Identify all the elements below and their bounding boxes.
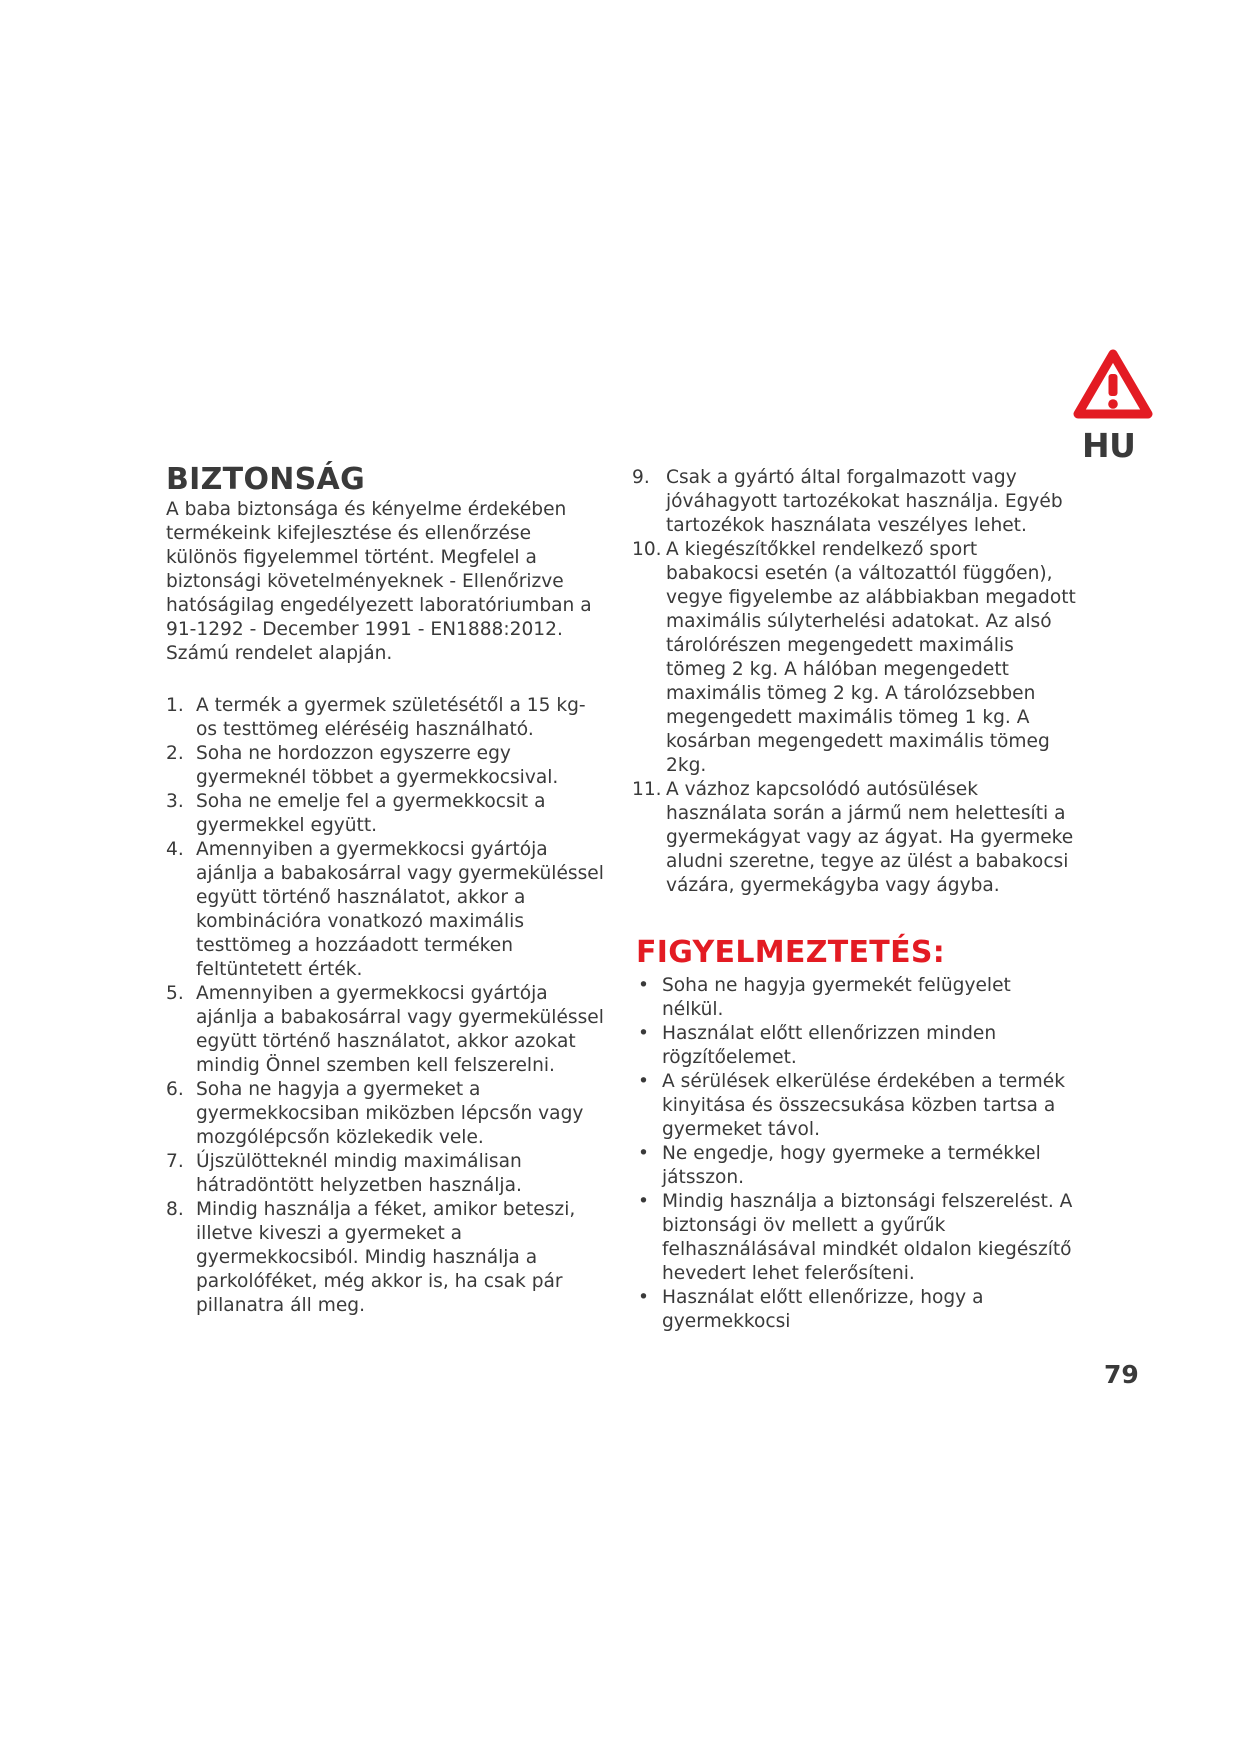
item-number: 8.: [166, 1199, 184, 1220]
bullet: •: [638, 975, 649, 996]
right-column: [632, 466, 1076, 1334]
safety-item: [166, 694, 606, 742]
warning-item: [636, 974, 1076, 1022]
bullet: •: [638, 1071, 649, 1092]
item-number: 1.: [166, 695, 184, 716]
warning-item-text: Használat előtt ellenőrizze, hogy a gyermekkocsi: [662, 1287, 984, 1332]
item-text: Amennyiben a gyermekkocsi gyártója ajánlja a babakosárral vagy gyermeküléssel együtt történő használatot, akkor a kombinációra vonatkozó maximális testtömeg a hozzáadott terméken feltüntetett érték.: [196, 839, 604, 980]
warning-item: [636, 1190, 1076, 1286]
warning-item: [636, 1022, 1076, 1070]
item-number: 6.: [166, 1079, 184, 1100]
page-number: 79: [1104, 1360, 1139, 1389]
warning-list: [636, 974, 1076, 1334]
item-number: 9.: [632, 467, 650, 488]
left-column: [166, 462, 606, 1318]
warning-item: [636, 1286, 1076, 1334]
bullet: •: [638, 1191, 649, 1212]
item-text: Soha ne hagyja a gyermeket a gyermekkocsiban miközben lépcsőn vagy mozgólépcsőn közlekedik vele.: [196, 1079, 584, 1148]
warning-item-text: A sérülések elkerülése érdekében a termék kinyitása és összecsukása közben tartsa a gyermeket távol.: [662, 1071, 1065, 1140]
item-number: 10.: [632, 539, 662, 560]
item-text: Újszülötteknél mindig maximálisan hátradöntött helyzetben használja.: [196, 1151, 522, 1196]
safety-item: [166, 982, 606, 1078]
safety-item: [166, 1198, 606, 1318]
item-number: 5.: [166, 983, 184, 1004]
item-text: A termék a gyermek születésétől a 15 kg-os testtömeg eléréséig használható.: [196, 695, 586, 740]
warning-item-text: Mindig használja a biztonsági felszerelést. A biztonsági öv mellett a gyűrűk felhasználásával mindkét oldalon kiegészítő hevedert lehet felerősíteni.: [662, 1191, 1073, 1284]
warning-item-text: Soha ne hagyja gyermekét felügyelet nélkül.: [662, 975, 1011, 1020]
item-number: 4.: [166, 839, 184, 860]
bullet: •: [638, 1287, 649, 1308]
safety-item: [166, 742, 606, 790]
safety-item: [166, 838, 606, 982]
warning-item: [636, 1070, 1076, 1142]
warning-triangle-icon: [1072, 348, 1154, 422]
item-number: 3.: [166, 791, 184, 812]
bullet: •: [638, 1143, 649, 1164]
item-text: Soha ne emelje fel a gyermekkocsit a gyermekkel együtt.: [196, 791, 546, 836]
safety-item: [166, 1150, 606, 1198]
safety-item: [632, 466, 1076, 538]
item-text: Amennyiben a gyermekkocsi gyártója ajánlja a babakosárral vagy gyermeküléssel együtt történő használatot, akkor azokat mindig Önnel szemben kell felszerelni.: [196, 983, 604, 1076]
item-text: Mindig használja a féket, amikor beteszi, illetve kiveszi a gyermeket a gyermekkocsiból. Mindig használja a parkolóféket, még akkor is, ha csak pár pillanatra áll meg.: [196, 1199, 576, 1316]
safety-item: [166, 790, 606, 838]
warning-item-text: Használat előtt ellenőrizzen minden rögzítőelemet.: [662, 1023, 997, 1068]
item-text: Soha ne hordozzon egyszerre egy gyermeknél többet a gyermekkocsival.: [196, 743, 559, 788]
item-number: 2.: [166, 743, 184, 764]
safety-item: [166, 1078, 606, 1150]
safety-list-part-1: [166, 694, 606, 1318]
item-text: Csak a gyártó által forgalmazott vagy jóváhagyott tartozékokat használja. Egyéb tartozékok használata veszélyes lehet.: [666, 467, 1063, 536]
safety-item: [632, 778, 1076, 898]
item-number: 7.: [166, 1151, 184, 1172]
safety-list-part-2: [632, 466, 1076, 898]
item-number: 11.: [632, 779, 662, 800]
language-code: HU: [1082, 426, 1136, 465]
item-text: A kiegészítőkkel rendelkező sport babakocsi esetén (a változattól függően), vegye figyelembe az alábbiakban megadott maximális súlyterhelési adatokat. Az alsó tárolórészen megengedett maximális tömeg 2 kg. A hálóban megengedett maximális tömeg 2 kg. A tárolózsebben megengedett maximális tömeg 1 kg. A kosárban megengedett maximális tömeg 2kg.: [666, 539, 1076, 776]
item-text: A vázhoz kapcsolódó autósülések használata során a jármű nem helettesíti a gyermekágyat vagy az ágyat. Ha gyermeke aludni szeretne, tegye az ülést a babakocsi vázára, gyermekágyba vagy ágyba.: [666, 779, 1074, 896]
safety-title: BIZTONSÁG: [166, 462, 366, 497]
warning-title: FIGYELMEZTETÉS:: [636, 935, 946, 970]
safety-item: [632, 538, 1076, 778]
warning-item: [636, 1142, 1076, 1190]
warning-item-text: Ne engedje, hogy gyermeke a termékkel játsszon.: [662, 1143, 1041, 1188]
bullet: •: [638, 1023, 649, 1044]
safety-intro: A baba biztonsága és kényelme érdekében termékeink kifejlesztése és ellenőrzése különös figyelemmel történt. Megfelel a biztonsági követelményeknek - Ellenőrizve hatóságilag engedélyezett laboratóriumban a 91-1292 - December 1991 - EN1888:2012. Számú rendelet alapján.: [166, 499, 592, 664]
